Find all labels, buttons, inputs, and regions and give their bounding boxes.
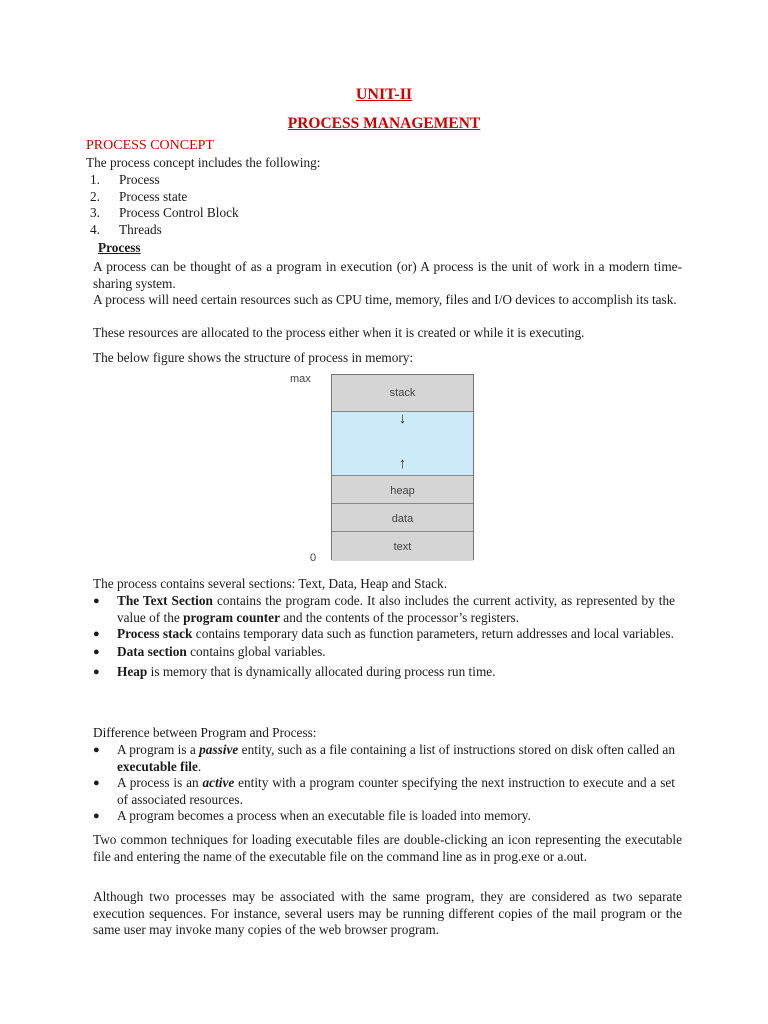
max-label: max (290, 373, 311, 385)
list-item: ● Process stack contains temporary data such as function parameters, return addresses and local variables. (93, 626, 674, 642)
stack-segment: stack (332, 375, 473, 412)
heap-segment: heap (332, 476, 473, 504)
list-item: 4. Threads (90, 222, 162, 238)
process-heading: Process (98, 240, 141, 255)
list-item: ● Heap is memory that is dynamically allocated during process run time. (93, 664, 496, 680)
process-paragraph-3: These resources are allocated to the process either when it is created or while it is executing. (93, 325, 585, 340)
process-memory-diagram (290, 370, 490, 562)
zero-label: 0 (310, 552, 317, 564)
figure-intro: The below figure shows the structure of process in memory: (93, 350, 414, 365)
data-segment: data (332, 504, 473, 532)
process-paragraph-1: A process can be thought of as a program in execution (or) A process is the unit of work in a modern time-sharing system. (93, 259, 682, 291)
memory-box (331, 374, 474, 560)
arrow-down-icon: ↓ (398, 410, 407, 427)
difference-list (93, 742, 675, 825)
section-heading: PROCESS CONCEPT (86, 138, 214, 153)
closing-paragraph-1: Two common techniques for loading executable files are double-clicking an icon representing the executable file and entering the name of the executable file on the command line as in prog.exe or a.out. (93, 832, 682, 864)
list-item: ● A program becomes a process when an executable file is loaded into memory. (93, 808, 531, 824)
list-item: 2. Process state (90, 188, 188, 204)
process-paragraph-2: A process will need certain resources such as CPU time, memory, files and I/O devices to accomplish its task. (93, 292, 677, 307)
unit-title: UNIT-II (355, 86, 413, 103)
free-space-segment (332, 412, 473, 476)
list-item: 3. Process Control Block (90, 205, 239, 221)
list-item: ● A program is a passive entity, such as a file containing a list of instructions stored on disk often called an executable file. (93, 742, 675, 774)
closing-paragraph-2: Although two processes may be associated with the same program, they are considered as two separate execution sequences. For instance, several users may be running different copies of the mail program or the same user may invoke many copies of the web browser program. (93, 889, 682, 938)
list-item: ● Data section contains global variables. (93, 643, 326, 659)
sections-intro: The process contains several sections: Text, Data, Heap and Stack. (93, 576, 448, 591)
list-item: ● The Text Section contains the program code. It also includes the current activity, as represented by the value of the program counter and the contents of the processor’s registers. (93, 593, 675, 625)
sections-list (93, 593, 675, 681)
intro-text: The process concept includes the following: (86, 155, 321, 170)
list-item: 1. Process (90, 172, 160, 187)
list-item: ● A process is an active entity with a program counter specifying the next instruction to execute and a set of associated resources. (93, 775, 675, 807)
difference-heading: Difference between Program and Process: (93, 725, 317, 740)
arrow-up-icon: ↑ (398, 455, 407, 472)
chapter-title: PROCESS MANAGEMENT (287, 115, 481, 132)
concept-list (86, 172, 239, 239)
text-segment: text (332, 532, 473, 561)
